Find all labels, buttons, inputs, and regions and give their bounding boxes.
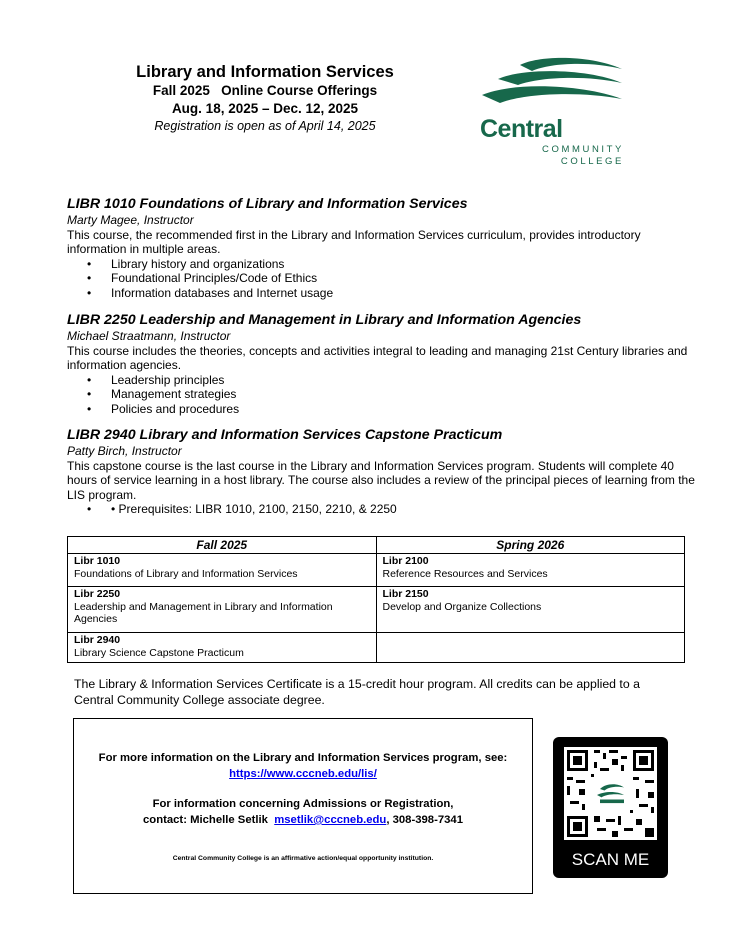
table-row bbox=[68, 554, 685, 587]
equal-opportunity-statement: Central Community College is an affirmative action/equal opportunity institution. bbox=[172, 855, 434, 862]
page-title: Library and Information Services bbox=[136, 63, 394, 81]
table-header-row bbox=[68, 537, 685, 554]
list-item: • Information databases and Internet usage bbox=[87, 286, 697, 301]
course-code: Libr 2250 bbox=[74, 588, 121, 600]
admissions-line: For information concerning Admissions or Registration, bbox=[152, 798, 454, 810]
term-line: Fall 2025 Online Course Offerings bbox=[152, 83, 378, 98]
swoosh-icon bbox=[480, 55, 625, 117]
contact-line bbox=[74, 812, 532, 828]
table-cell bbox=[68, 554, 377, 587]
table-cell bbox=[376, 587, 685, 633]
certificate-note: The Library & Information Services Certificate is a 15-credit hour program. All credits can be applied to a Central Community College associate degree. bbox=[74, 677, 640, 707]
course-topics bbox=[87, 373, 697, 417]
list-item: • Leadership principles bbox=[87, 373, 697, 388]
list-item: • • Prerequisites: LIBR 1010, 2100, 2150, 2210, & 2250 bbox=[87, 502, 697, 517]
course-code: Libr 2940 bbox=[74, 634, 121, 646]
column-header-fall: Fall 2025 bbox=[68, 537, 377, 554]
qr-code-card[interactable] bbox=[553, 737, 668, 878]
course-libr-2250 bbox=[67, 311, 697, 416]
list-item: • Library history and organizations bbox=[87, 257, 697, 272]
logo-community: COMMUNITY bbox=[542, 144, 624, 155]
course-code: Libr 2100 bbox=[382, 555, 429, 567]
page-header bbox=[100, 62, 430, 134]
schedule-table bbox=[67, 536, 685, 663]
qr-code-icon bbox=[564, 747, 657, 840]
contact-info-box bbox=[73, 718, 533, 894]
table-cell bbox=[376, 633, 685, 663]
course-topics bbox=[87, 257, 697, 301]
contact-name: contact: Michelle Setlik bbox=[143, 814, 268, 826]
course-title: LIBR 2940 Library and Information Services Capstone Practicum bbox=[67, 427, 503, 443]
course-code: Libr 2150 bbox=[382, 588, 429, 600]
course-instructor: Marty Magee, Instructor bbox=[67, 213, 194, 227]
course-name: Leadership and Management in Library and Information Agencies bbox=[74, 600, 333, 625]
course-topics bbox=[87, 502, 697, 517]
column-header-spring: Spring 2026 bbox=[376, 537, 685, 554]
course-instructor: Michael Straatmann, Instructor bbox=[67, 329, 231, 343]
course-libr-2940 bbox=[67, 426, 697, 517]
date-range: Aug. 18, 2025 – Dec. 12, 2025 bbox=[171, 101, 359, 116]
course-name: Foundations of Library and Information Services bbox=[74, 567, 298, 580]
logo-word: Central bbox=[480, 115, 563, 143]
table-row bbox=[68, 633, 685, 663]
email-link[interactable]: msetlik@cccneb.edu bbox=[274, 814, 387, 826]
list-item: • Foundational Principles/Code of Ethics bbox=[87, 271, 697, 286]
phone-number: , 308-398-7341 bbox=[386, 814, 463, 826]
registration-note: Registration is open as of April 14, 2025 bbox=[154, 119, 376, 133]
course-libr-1010 bbox=[67, 195, 697, 300]
info-line: For more information on the Library and Information Services program, see: bbox=[98, 752, 508, 764]
program-url-link[interactable]: https://www.cccneb.edu/lis/ bbox=[229, 768, 377, 780]
course-name: Develop and Organize Collections bbox=[382, 600, 542, 613]
table-cell bbox=[68, 587, 377, 633]
course-description: This course includes the theories, concepts and activities integral to leading and managing 21st Century libraries and information agencies. bbox=[67, 343, 688, 372]
course-instructor: Patty Birch, Instructor bbox=[67, 444, 182, 458]
course-title: LIBR 1010 Foundations of Library and Information Services bbox=[67, 196, 468, 212]
college-logo bbox=[480, 55, 625, 170]
course-description: This capstone course is the last course in the Library and Information Services program. Students will complete 40 hours of service learning in a host library. The course also includes a review of the principal pieces of learning from the LIS program. bbox=[67, 458, 695, 502]
qr-code[interactable] bbox=[564, 747, 657, 840]
course-description: This course, the recommended first in the Library and Information Services curriculum, provides introductory information in multiple areas. bbox=[67, 227, 641, 256]
table-row bbox=[68, 587, 685, 633]
list-item: • Policies and procedures bbox=[87, 402, 697, 417]
scan-me-label: SCAN ME bbox=[571, 850, 650, 869]
list-item: • Management strategies bbox=[87, 387, 697, 402]
course-title: LIBR 2250 Leadership and Management in Library and Information Agencies bbox=[67, 312, 582, 328]
course-name: Reference Resources and Services bbox=[382, 567, 548, 580]
table-cell bbox=[376, 554, 685, 587]
logo-college: COLLEGE bbox=[560, 156, 624, 167]
table-cell bbox=[68, 633, 377, 663]
course-name: Library Science Capstone Practicum bbox=[74, 646, 244, 659]
course-code: Libr 1010 bbox=[74, 555, 121, 567]
